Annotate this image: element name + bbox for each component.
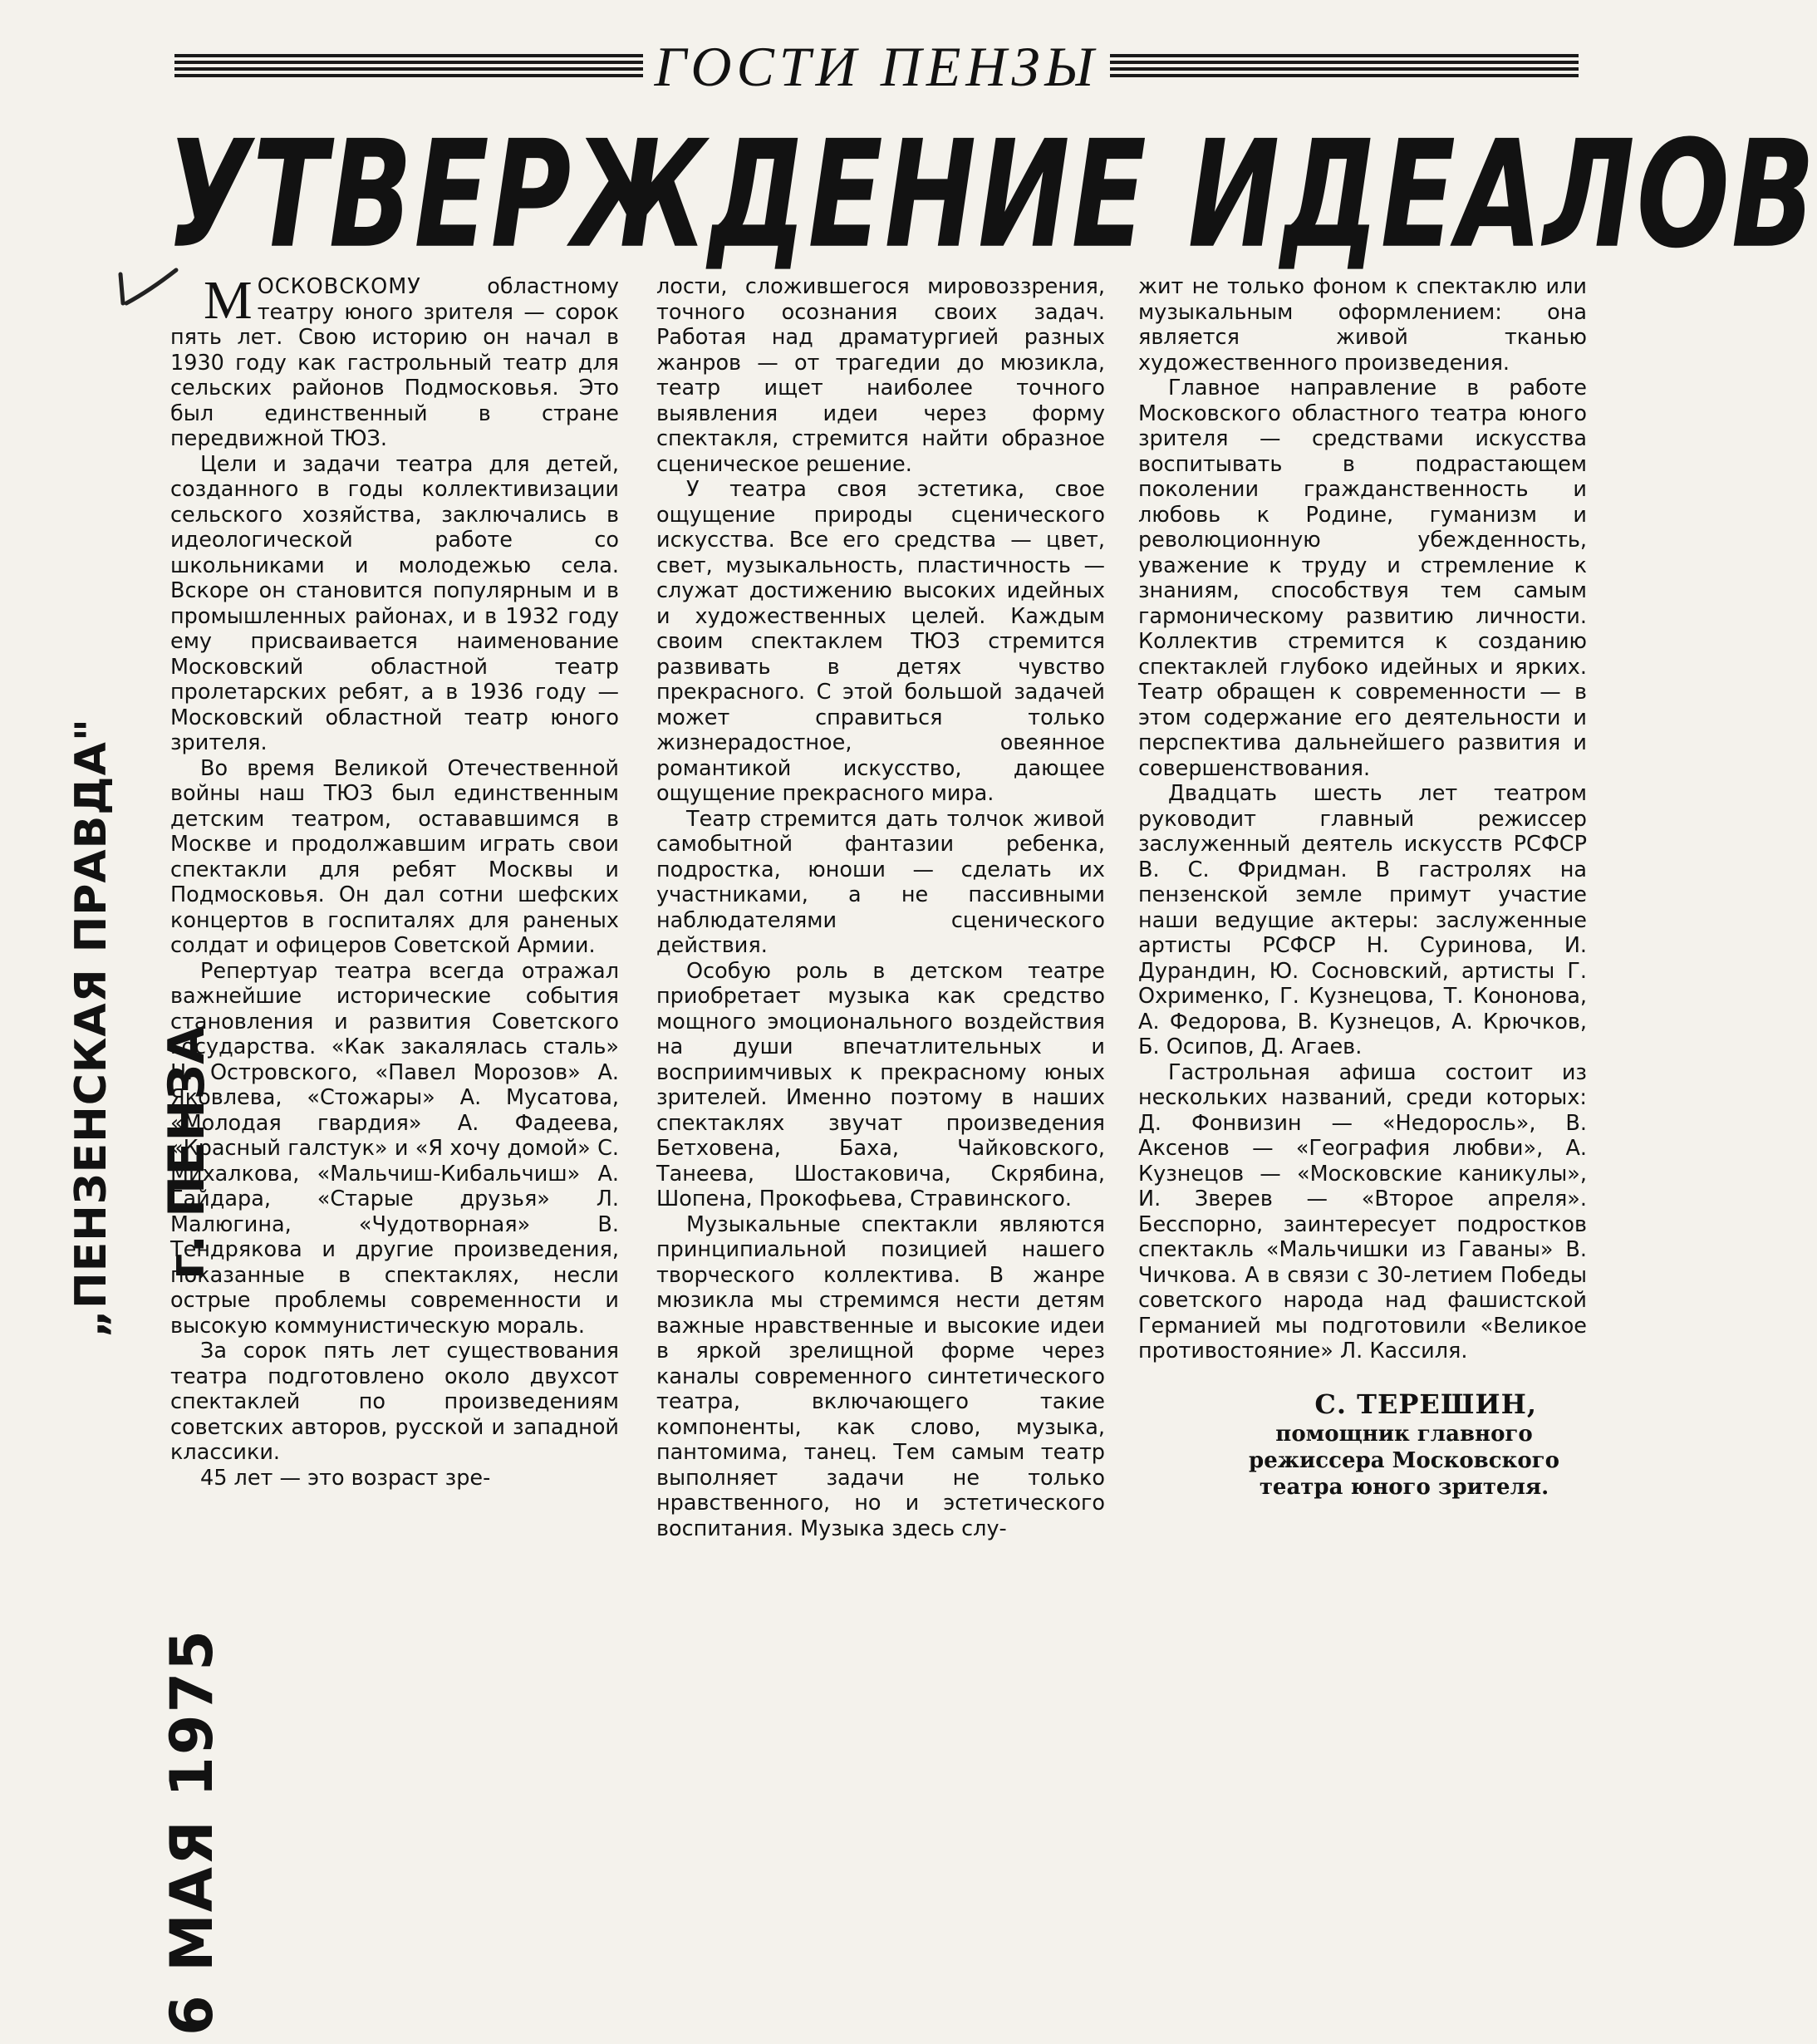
- paragraph: 45 лет — это возраст зре-: [200, 1465, 491, 1491]
- paragraph: Особую роль в детском театре приобретает музыка как средство мощного эмоционального воздействия на души впечатлительных и восприимчивых к прекрасному юных зрителей. Именно поэтому в наших спектаклях звучат произведения Бетховена, Баха, Чайковского, Танеева, Шостаковича, Скрябина, Шопена, Прокофьева, Стравинского.: [656, 958, 1105, 1211]
- article-headline: УТВЕРЖДЕНИЕ ИДЕАЛОВ: [166, 109, 1817, 282]
- paragraph-text: областному театру юного зрителя — сорок пять лет. Свою историю он начал в 1930 году как гастрольный театр для сельских районов Подмосковья. Это был единственный в стране передвижной ТЮЗ.: [170, 274, 619, 451]
- paragraph: У театра своя эстетика, свое ощущение природы сценического искусства. Все его средства — цвет, свет, музыкальность, пластичность — служат достижению высоких идейных и художественных целей. Каждым своим спектаклем ТЮЗ стремится развивать в детях чувство прекрасного. С этой большой задачей может справиться только жизнерадостное, овеянное романтикой искусство, дающее ощущение прекрасного мира.: [656, 477, 1105, 806]
- lead-paragraph: [170, 270, 619, 452]
- paragraph: Во время Великой Отечественной войны наш ТЮЗ был единственным детским театром, остававшимся в Москве и продолжавшим играть свои спектакли для ребят Москвы и Подмосковья. Он дал сотни шефских концертов в госпиталях для раненых солдат и офицеров Советской Армии.: [170, 755, 619, 958]
- paragraph: Двадцать шесть лет театром руководит главный режиссер заслуженный деятель искусств РСФСР В. С. Фридман. В гастролях на пензенской земле примут участие наши ведущие актеры: заслуженные артисты РСФСР Н. Суринова, И. Дурандин, Ю. Сосновский, артисты Г. Охрименко, Г. Кузнецова, Т. Кононова, А. Федорова, В. Кузнецов, А. Крючков, Б. Осипов, Д. Агаев.: [1138, 781, 1587, 1059]
- rubric-rule-left: [174, 54, 643, 79]
- author-signature: [1138, 1388, 1587, 1501]
- drop-cap: М: [204, 270, 253, 331]
- stamp-city: г. ПЕНЗА: [158, 1025, 216, 1280]
- article-column-1: [170, 270, 619, 1936]
- paragraph: Репертуар театра всегда отражал важнейшие исторические события становления и развития Советского государства. «Как закалялась сталь» Н. Островского, «Павел Морозов» А. Яковлева, «Стожары» А. Мусатова, «Молодая гвардия» А. Фадеева, «Красный галстук» и «Я хочу домой» С. Михалкова, «Мальчиш-Кибальчиш» А. Гайдара, «Старые друзья» Л. Малюгина, «Чудотворная» В. Тендрякова и другие произведения, показанные в спектаклях, несли острые проблемы современности и высокую коммунистическую мораль.: [170, 958, 619, 1339]
- author-name: С. ТЕРЕШИН,: [1314, 1388, 1537, 1420]
- rubric-title: ГОСТИ ПЕНЗЫ: [654, 35, 1099, 98]
- rubric-rule-right: [1110, 54, 1579, 79]
- article-column-2: [656, 274, 1105, 1936]
- first-word: ОСКОВСКОМУ: [257, 274, 421, 299]
- paragraph: жит не только фоном к спектаклю или музыкальным оформлением: она является живой тканью художественного произведения.: [1138, 274, 1587, 376]
- paragraph: Главное направление в работе Московского областного театра юного зрителя — средствами искусства воспитывать в подрастающем поколении гражданственность и любовь к Родине, гуманизм и революционную убежденность, уважение к труду и стремление к знаниям, способствуя тем самым гармоническому развитию личности. Коллектив стремится к созданию спектаклей глубоко идейных и ярких. Театр обращен к современности — в этом содержание его деятельности и перспектива дальнейшего развития и совершенствования.: [1138, 376, 1587, 781]
- paragraph: Театр стремится дать толчок живой самобытной фантазии ребенка, подростка, юноши — сделать их участниками, а не пассивными наблюдателями сценического действия.: [656, 806, 1105, 958]
- paragraph: лости, сложившегося мировоззрения, точного осознания своих задач. Работая над драматургией разных жанров — от трагедии до мюзикла, театр ищет наиболее точного выявления идеи через форму спектакля, стремится найти образное сценическое решение.: [656, 274, 1105, 477]
- stamp-date: 6 МАЯ 1975: [158, 1628, 226, 2036]
- paragraph: За сорок пять лет существования театра подготовлено около двухсот спектаклей по произведениям советских авторов, русской и западной классики.: [170, 1339, 619, 1465]
- paragraph: Музыкальные спектакли являются принципиальной позицией нашего творческого коллектива. В жанре мюзикла мы стремимся нести детям важные нравственные и высокие идеи в яркой зрелищной форме через каналы современного синтетического театра, включающего такие компоненты, как слово, музыка, пантомима, танец. Тем самым театр выполняет задачи не только нравственного, но и эстетического воспитания. Музыка здесь слу-: [656, 1211, 1105, 1541]
- paragraph: Гастрольная афиша состоит из нескольких названий, среди которых: Д. Фонвизин — «Недоросль», В. Аксенов — «География любви», А. Кузнецов — «Московские каникулы», И. Зверев — «Второе апреля». Бесспорно, заинтересует подростков спектакль «Мальчишки из Гаваны» В. Чичкова. А в связи с 30-летием Победы советского народа над фашистской Германией мы подготовили «Великое противостояние» Л. Кассиля.: [1138, 1059, 1587, 1363]
- article-column-3: [1138, 274, 1587, 1936]
- author-title: помощник главного режиссера Московского театра юного зрителя.: [1249, 1421, 1559, 1500]
- paragraph: Цели и задачи театра для детей, созданного в годы коллективизации сельского хозяйства, заключались в идеологической работе со школьниками и молодежью села. Вскоре он становится популярным и в промышленных районах, и в 1932 году ему присваивается наименование Московский областной театр пролетарских ребят, а в 1936 году — Московский областной театр юного зрителя.: [170, 451, 619, 755]
- stamp-paper-name: „ПЕНЗЕНСКАЯ ПРАВДА": [66, 718, 116, 1338]
